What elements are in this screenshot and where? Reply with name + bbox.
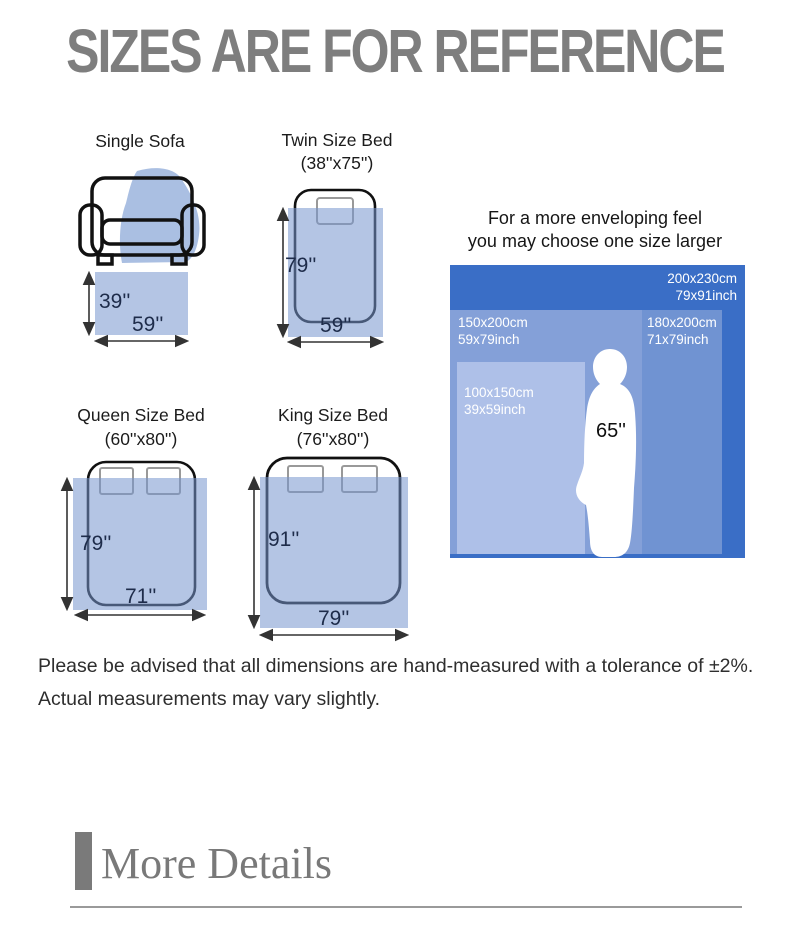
twin-bed-diagram bbox=[270, 180, 395, 350]
disclaimer-line2: Actual measurements may vary slightly. bbox=[38, 688, 381, 710]
size-150-inch: 59x79inch bbox=[458, 331, 520, 347]
page-title: SIZES ARE FOR REFERENCE bbox=[66, 17, 724, 86]
size-180-label bbox=[647, 315, 717, 348]
sofa-width-value: 59'' bbox=[132, 313, 164, 336]
sofa-height-value: 39'' bbox=[99, 290, 131, 313]
twin-label: Twin Size Bed bbox=[281, 130, 393, 150]
king-sublabel: (76''x80'') bbox=[296, 429, 370, 449]
size-180-cm: 180x200cm bbox=[647, 315, 717, 330]
panel-heading bbox=[440, 207, 750, 252]
twin-sublabel: (38''x75'') bbox=[300, 153, 374, 173]
size-150-label bbox=[458, 315, 528, 348]
more-details-bar bbox=[75, 832, 92, 890]
more-details-heading: More Details bbox=[101, 839, 332, 888]
size-100-cm: 100x150cm bbox=[464, 385, 534, 400]
person-height-label: 65'' bbox=[596, 420, 626, 442]
disclaimer-line1: Please be advised that all dimensions are hand-measured with a tolerance of ±2%. bbox=[38, 655, 754, 677]
panel-heading-line2: you may choose one size larger bbox=[467, 230, 723, 251]
queen-height-value: 79'' bbox=[80, 532, 112, 555]
queen-label: Queen Size Bed bbox=[77, 405, 205, 425]
size-200-cm: 200x230cm bbox=[667, 271, 737, 286]
sofa-label: Single Sofa bbox=[95, 131, 185, 151]
person-silhouette bbox=[570, 343, 650, 558]
size-200-label bbox=[667, 271, 737, 304]
sofa-size-diagram bbox=[80, 260, 210, 352]
twin-width-value: 59'' bbox=[320, 314, 352, 337]
king-bed-diagram bbox=[240, 450, 420, 642]
king-blanket-rect bbox=[260, 477, 408, 628]
twin-height-value: 79'' bbox=[285, 254, 317, 277]
queen-bed-diagram bbox=[55, 450, 215, 622]
size-150-cm: 150x200cm bbox=[458, 315, 528, 330]
sofa-icon bbox=[72, 163, 212, 268]
king-height-value: 91'' bbox=[268, 528, 300, 551]
footer-divider bbox=[70, 906, 742, 908]
size-100-inch: 39x59inch bbox=[464, 401, 526, 417]
size-200-inch: 79x91inch bbox=[675, 287, 737, 303]
queen-width-value: 71'' bbox=[125, 585, 157, 608]
disclaimer bbox=[38, 650, 778, 716]
size-180-inch: 71x79inch bbox=[647, 331, 709, 347]
size-100-label bbox=[464, 385, 534, 418]
queen-sublabel: (60''x80'') bbox=[104, 429, 178, 449]
king-label: King Size Bed bbox=[278, 405, 388, 425]
size-comparison-panel bbox=[450, 265, 745, 558]
king-width-value: 79'' bbox=[318, 607, 350, 630]
panel-heading-line1: For a more enveloping feel bbox=[487, 208, 703, 228]
